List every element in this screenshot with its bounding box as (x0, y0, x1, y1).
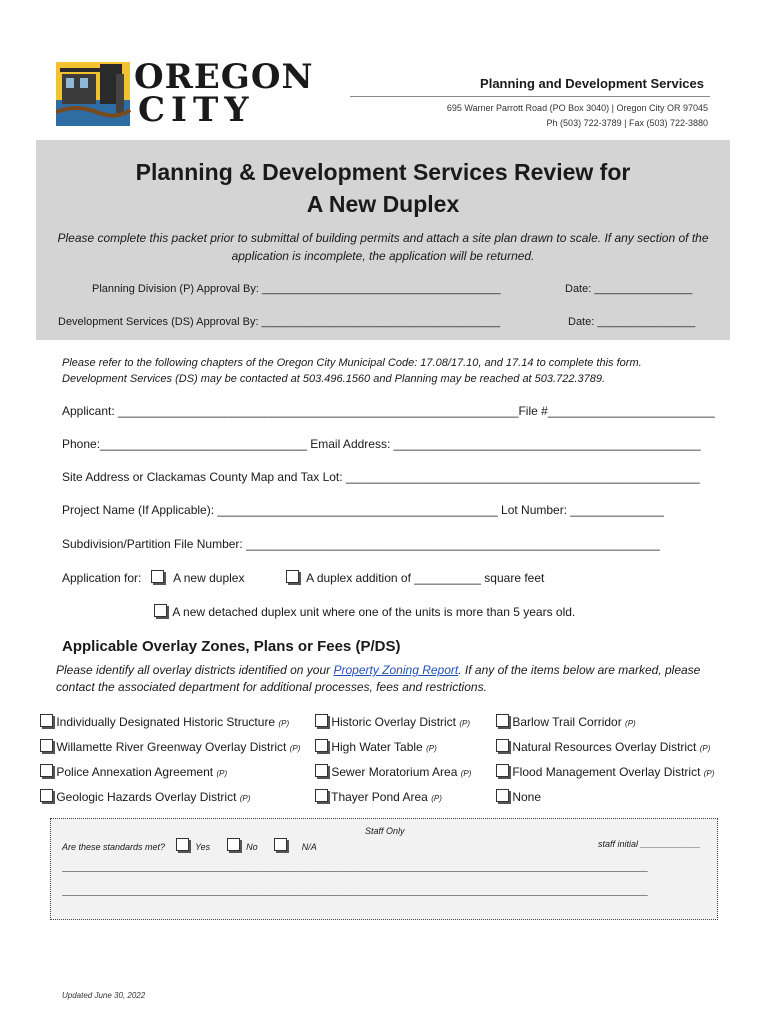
overlay-tag: (P) (431, 794, 442, 803)
overlay-checkbox[interactable] (40, 764, 53, 777)
intro-text: Please complete this packet prior to submittal of building permits and attach a site plan drawn to scale. If any section of the application is incomplete, the application will be returned. (57, 231, 709, 263)
standards-no-checkbox[interactable] (227, 838, 240, 851)
overlay-label: Historic Overlay District (331, 715, 457, 729)
logo-wordmark-oregon: OREGON (134, 57, 314, 97)
staff-notes-line[interactable]: _____________________________________________________________________________________________________________________ (62, 886, 648, 896)
overlay-label: Geologic Hazards Overlay District (56, 790, 237, 804)
overlay-option[interactable] (40, 714, 289, 729)
overlay-label: Police Annexation Agreement (56, 765, 214, 779)
overlay-intro-text-cont: . If any of the items below are marked, please contact the associated department for additional processes, fees and restrictions. (56, 663, 701, 694)
standards-no-label: No (246, 842, 258, 852)
overlay-checkbox[interactable] (40, 739, 53, 752)
overlay-option[interactable] (40, 739, 300, 754)
staff-only-heading: Staff Only (365, 826, 405, 836)
overlay-option[interactable] (496, 714, 636, 729)
detached-unit-checkbox[interactable] (154, 604, 167, 617)
overlay-tag: (P) (289, 744, 301, 753)
duplex-addition-label: A duplex addition of __________ square feet (306, 571, 545, 585)
overlay-option[interactable] (315, 789, 442, 804)
overlay-option[interactable] (40, 789, 250, 804)
overlay-checkbox[interactable] (315, 764, 328, 777)
page-title (36, 156, 730, 220)
applicant-field[interactable]: Applicant: ____________________________________________________________File #_________________________ (62, 404, 715, 418)
standards-na-checkbox[interactable] (274, 838, 287, 851)
overlay-label: Individually Designated Historic Structure (56, 715, 276, 729)
overlay-option[interactable] (496, 764, 714, 779)
department-name: Planning and Development Services (480, 76, 704, 91)
overlay-checkbox[interactable] (315, 789, 328, 802)
overlay-checkbox[interactable] (315, 714, 328, 727)
overlay-checkbox[interactable] (496, 739, 509, 752)
ds-approval-date[interactable]: Date: ________________ (568, 316, 696, 328)
overlay-tag: (P) (459, 719, 471, 728)
page-title-line-1: Planning & Development Services Review for (135, 159, 631, 185)
overlay-tag: (P) (625, 719, 636, 728)
overlay-checkbox[interactable] (40, 714, 53, 727)
overlay-option[interactable] (40, 764, 227, 779)
logo-wordmark-city: CITY (138, 90, 255, 130)
updated-date: Updated June 30, 2022 (62, 991, 146, 1000)
application-for-label: Application for: (62, 571, 142, 585)
detached-unit-row (154, 604, 575, 619)
staff-initial-field[interactable]: staff initial ____________ (598, 839, 701, 849)
overlay-tag: (P) (699, 744, 711, 753)
standards-yes-checkbox[interactable] (176, 838, 189, 851)
overlay-section-intro (56, 662, 716, 696)
overlay-checkbox[interactable] (496, 789, 509, 802)
city-building-icon (56, 60, 132, 128)
department-phone-fax: Ph (503) 722-3789 | Fax (503) 722-3880 (546, 118, 708, 128)
staff-notes-line[interactable]: _____________________________________________________________________________________________________________________ (62, 862, 648, 872)
overlay-tag: (P) (239, 794, 251, 803)
site-address-field[interactable]: Site Address or Clackamas County Map and Tax Lot: _____________________________________________________ (62, 470, 700, 484)
overlay-label: None (512, 790, 542, 804)
header-divider (350, 96, 710, 97)
standards-yes-label: Yes (195, 842, 211, 852)
overlay-checkbox[interactable] (496, 714, 509, 727)
overlay-tag: (P) (703, 769, 715, 778)
overlay-option[interactable] (496, 789, 541, 804)
overlay-tag: (P) (216, 769, 228, 778)
overlay-option[interactable] (496, 739, 710, 754)
department-address: 695 Warner Parrott Road (PO Box 3040) | Oregon City OR 97045 (446, 103, 708, 113)
new-duplex-checkbox[interactable] (151, 570, 164, 583)
planning-approval-field[interactable]: Planning Division (P) Approval By: _______________________________________ (92, 283, 501, 295)
overlay-label: Willamette River Greenway Overlay District (56, 740, 287, 754)
overlay-option[interactable] (315, 764, 471, 779)
overlay-tag: (P) (278, 719, 290, 728)
overlay-tag: (P) (426, 744, 437, 753)
planning-approval-date[interactable]: Date: ________________ (565, 283, 693, 295)
overlay-label: Thayer Pond Area (331, 790, 428, 804)
standards-na-label: N/A (301, 842, 317, 852)
oregon-city-logo (56, 57, 351, 130)
overlay-label: Sewer Moratorium Area (331, 765, 458, 779)
overlay-option[interactable] (315, 714, 470, 729)
overlay-intro-text: Please identify all overlay districts identified on your (56, 663, 334, 677)
overlay-label: High Water Table (331, 740, 423, 754)
overlay-label: Natural Resources Overlay District (512, 740, 697, 754)
code-reference-note: Please refer to the following chapters of the Oregon City Municipal Code: 17.08/17.10, and 17.14 to complete this form. Development Services (DS) may be contacted at 503.496.1560 and Planning may be reached at 503.722.3789. (62, 357, 642, 385)
ds-approval-field[interactable]: Development Services (DS) Approval By: _______________________________________ (58, 316, 501, 328)
overlay-label: Barlow Trail Corridor (512, 715, 622, 729)
page-title-line-2: A New Duplex (306, 191, 460, 217)
overlay-checkbox[interactable] (315, 739, 328, 752)
standards-met-question: Are these standards met? (62, 842, 166, 852)
standards-met-row (62, 838, 317, 852)
overlay-section-title: Applicable Overlay Zones, Plans or Fees (P/DS) (62, 638, 401, 655)
overlay-checkbox[interactable] (496, 764, 509, 777)
overlay-checkbox[interactable] (40, 789, 53, 802)
detached-unit-label: A new detached duplex unit where one of the units is more than 5 years old. (172, 605, 576, 619)
phone-email-field[interactable]: Phone:_______________________________ Email Address: ______________________________________________ (62, 437, 701, 451)
new-duplex-label: A new duplex (173, 571, 245, 585)
duplex-addition-checkbox[interactable] (286, 570, 299, 583)
property-zoning-report-link[interactable]: Property Zoning Report (333, 663, 459, 677)
project-name-field[interactable]: Project Name (If Applicable): __________________________________________ Lot Number: ______________ (62, 503, 664, 517)
application-for-row (62, 570, 544, 585)
subdivision-file-field[interactable]: Subdivision/Partition File Number: ______________________________________________________________ (62, 537, 660, 551)
overlay-option[interactable] (315, 739, 437, 754)
overlay-tag: (P) (460, 769, 472, 778)
overlay-label: Flood Management Overlay District (512, 765, 701, 779)
